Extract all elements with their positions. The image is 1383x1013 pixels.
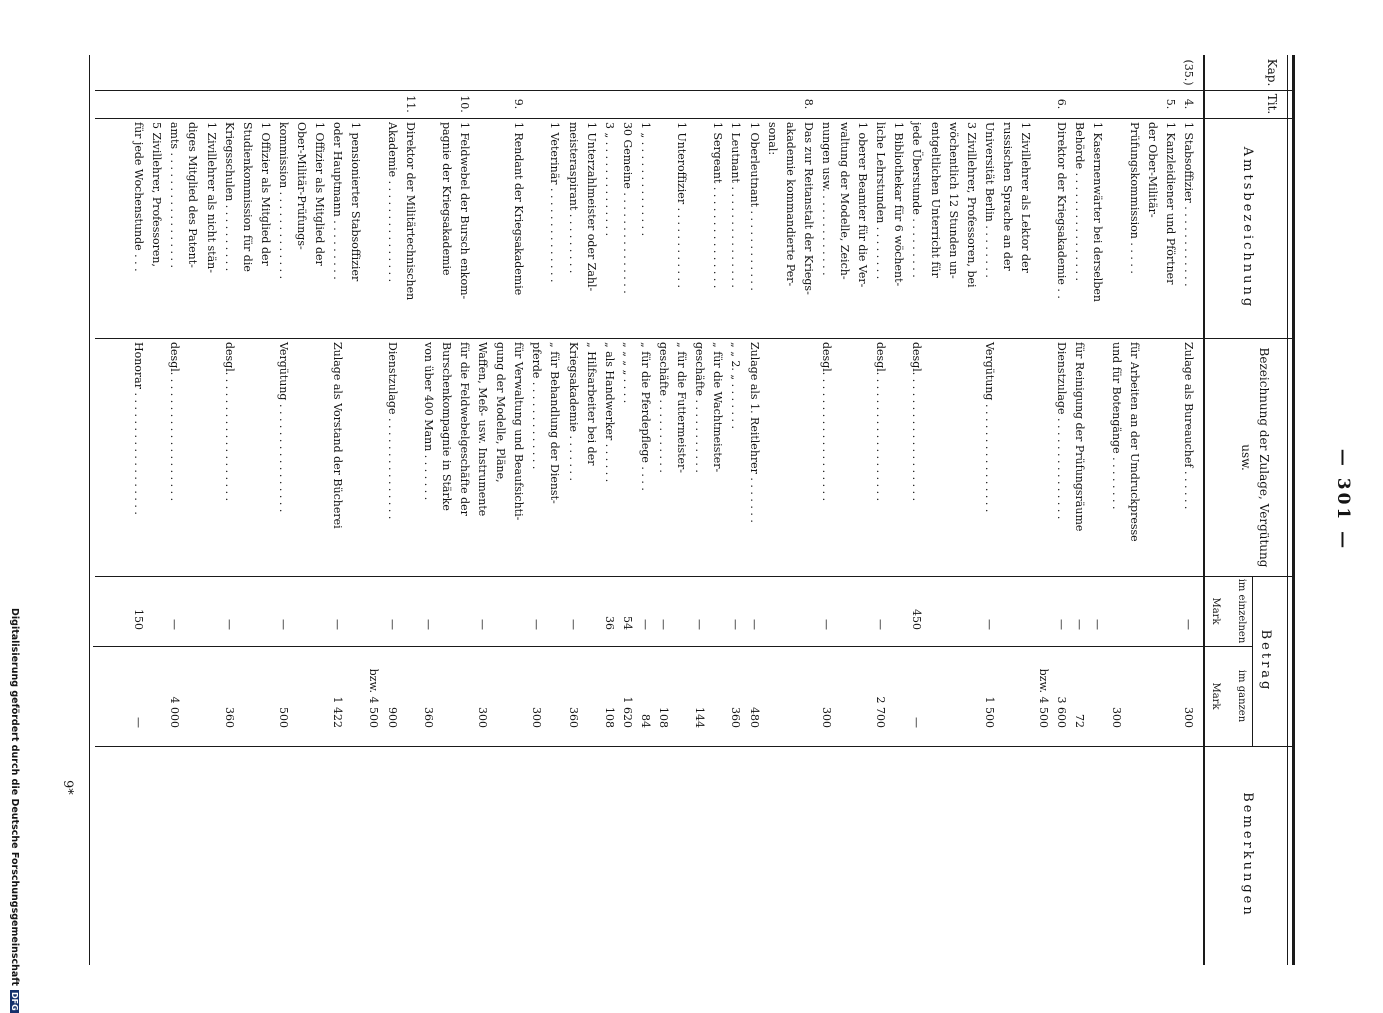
cell-amtsbezeichnung: oder Hauptmann . . . . . . . . . [331, 122, 345, 280]
table-row [618, 0, 636, 1000]
table-row [835, 0, 853, 1000]
header-bemerkungen: Bemerkungen [1240, 792, 1255, 918]
cell-amtsbezeichnung: für jede Wochenstunde . . . [132, 122, 146, 272]
table-row [853, 0, 871, 1000]
cell-bezeichnung: für Reinigung der Prüfungsräume [1073, 342, 1087, 532]
cell-amtsbezeichnung: 1 Offizier als Mitglied der [258, 122, 272, 266]
table-row [672, 0, 690, 1000]
table-row [1034, 0, 1052, 1000]
cell-amtsbezeichnung: 5 Zivillehrer, Professoren, [150, 122, 164, 267]
cell-bezeichnung: für Arbeiten an der Umdruckpresse [1127, 342, 1141, 542]
cell-betrag-ganzen: 2 700 [874, 696, 888, 728]
table-row [1070, 0, 1088, 1000]
cell-betrag-ganzen: 108 [602, 707, 616, 728]
cell-amtsbezeichnung: 1 Kanzleidiener und Pförtner [1163, 122, 1177, 285]
cell-bezeichnung: desgl. . . . . . . . . . . . . . . . . . . [168, 342, 182, 502]
cell-betrag-ganzen: 3 600 [1055, 696, 1069, 728]
page-signature: 9* [60, 780, 75, 795]
cell-betrag-einzeln: — [639, 619, 652, 630]
cell-bezeichnung: „ „ „ „ . . . . [620, 342, 634, 404]
top-rule-thin [1287, 55, 1288, 965]
table-row [129, 0, 147, 1000]
cell-tit: 6. [1055, 98, 1069, 110]
cell-amtsbezeichnung: amts . . . . . . . . . . . . . . . . . [168, 122, 182, 268]
table-row [328, 0, 346, 1000]
table-row [600, 0, 618, 1000]
cell-amtsbezeichnung: liche Lehrstunden . . . . . . . . [874, 122, 888, 280]
cell-bezeichnung: „ Hilfsarbeiter bei der [584, 342, 598, 466]
cell-betrag-ganzen: 500 [277, 707, 290, 728]
cell-bezeichnung: Vergütung . . . . . . . . . . . . . . . . [277, 342, 290, 513]
bottom-rule [89, 55, 90, 965]
table-row [817, 0, 835, 1000]
cell-betrag-einzeln: 450 [910, 609, 924, 630]
table-row [781, 0, 799, 1000]
cell-bezeichnung: geschäfte . . . . . . . . . . . [693, 342, 707, 473]
table-row [1179, 0, 1197, 1000]
cell-bezeichnung: „ „ 2. „ . . . . . . . [729, 342, 743, 430]
table-row [546, 0, 564, 1000]
cell-amtsbezeichnung: 1 Kasernenwärter bei derselben [1091, 122, 1105, 302]
header-amtsbezeichnung: Amtsbezeichnung [1240, 146, 1255, 310]
cell-betrag-einzeln: — [657, 619, 671, 630]
cell-bezeichnung: geschäfte . . . . . . . . . . . [657, 342, 671, 473]
cell-betrag-ganzen: 300 [1182, 707, 1195, 728]
cell-bezeichnung: pferde . . . . . . . . . . . . . [530, 342, 544, 470]
cell-betrag-ganzen: 360 [421, 707, 435, 728]
table-row [1016, 0, 1034, 1000]
table-row [527, 0, 545, 1000]
cell-amtsbezeichnung: sonal: [765, 122, 779, 156]
table-row [455, 0, 473, 1000]
table-row [690, 0, 708, 1000]
header-im-einzelnen: im einzelnen [1236, 578, 1247, 644]
cell-bezeichnung: „ für die Pferdepflege . . . . [639, 342, 652, 491]
table-row [727, 0, 745, 1000]
table-row [147, 0, 165, 1000]
cell-betrag-einzeln: — [168, 619, 182, 630]
table-row [564, 0, 582, 1000]
cell-betrag-ganzen: 84 [639, 714, 652, 728]
dfg-logo: DFG [10, 991, 19, 1011]
header-mark-ganzen: Mark [1210, 682, 1221, 710]
cell-betrag-ganzen: bzw. 4 500 [367, 668, 381, 728]
table-row [908, 0, 926, 1000]
cell-betrag-einzeln: — [820, 619, 833, 630]
cell-bezeichnung: „ für die Futtermeister- [675, 342, 689, 474]
cell-betrag-einzeln: — [530, 619, 544, 630]
cell-amtsbezeichnung: 1 „ . . . . . . . . . . . . . . [639, 122, 652, 237]
cell-betrag-ganzen: 300 [1109, 707, 1123, 728]
cell-betrag-ganzen: 144 [693, 707, 707, 728]
credit-text: Digitalisierung gefördert durch die Deutsche Forschungsgemeinschaft [9, 608, 20, 986]
table-row [310, 0, 328, 1000]
table-row [401, 0, 419, 1000]
cell-amtsbezeichnung: Behörde . . . . . . . . . . . . . . . . [1073, 122, 1087, 282]
cell-bezeichnung: von über 400 Mann . . . . . . . [421, 342, 435, 501]
cell-betrag-einzeln: 36 [602, 616, 616, 630]
table-row [1125, 0, 1143, 1000]
header-im-ganzen: im ganzen [1236, 669, 1247, 723]
table-row [1052, 0, 1070, 1000]
cell-amtsbezeichnung: 1 Unterzahlmeister oder Zahl- [584, 122, 598, 292]
cell-amtsbezeichnung: russischen Sprache an der [1001, 122, 1014, 271]
table-row [437, 0, 455, 1000]
cell-bezeichnung: Waffen, Meß- usw. Instrumente [476, 342, 490, 517]
table-row [473, 0, 491, 1000]
cell-tit: 8. [801, 98, 815, 110]
cell-amtsbezeichnung: Prüfungskommission . . . . . [1127, 122, 1141, 274]
table-row [654, 0, 672, 1000]
table-row [202, 0, 220, 1000]
cell-amtsbezeichnung: 1 Unteroffizier . . . . . . . . . . . . [675, 122, 689, 288]
cell-betrag-ganzen: 1 620 [620, 696, 634, 728]
cell-bezeichnung: und für Botengänge . . . . . . . . [1109, 342, 1123, 510]
cell-amtsbezeichnung: nungen usw. . . . . . . . . . . . . [820, 122, 833, 276]
table-row [274, 0, 292, 1000]
cell-amtsbezeichnung: Ober-Militär-Prüfungs- [295, 122, 309, 250]
cell-bezeichnung: Honorar . . . . . . . . . . . . . . . . . . [132, 342, 146, 515]
table-row [346, 0, 364, 1000]
table-row [799, 0, 817, 1000]
cell-bezeichnung: Dienstzulage . . . . . . . . . . . . . . . [385, 342, 399, 520]
table-row [889, 0, 907, 1000]
header-tit: Tit. [1265, 93, 1279, 115]
cell-betrag-ganzen: 360 [566, 707, 580, 728]
cell-bezeichnung: für Verwaltung und Beaufsichti- [512, 342, 526, 521]
cell-betrag-einzeln: — [421, 619, 435, 630]
cell-amtsbezeichnung: meisteraspirant . . . . . . . . . [566, 122, 580, 274]
cell-bezeichnung: „ als Handwerker . . . . . . [602, 342, 616, 483]
cell-bezeichnung: „ für Behandlung der Dienst- [548, 342, 562, 504]
cell-betrag-ganzen: 300 [476, 707, 490, 728]
cell-amtsbezeichnung: Kriegsschulen . . . . . . . . . . [222, 122, 236, 272]
table-row [292, 0, 310, 1000]
table-row [419, 0, 437, 1000]
cell-betrag-ganzen: 900 [385, 707, 399, 728]
cell-betrag-ganzen: 1 500 [982, 696, 996, 728]
cell-betrag-einzeln: — [747, 619, 761, 630]
digitization-credit [6, 608, 20, 1011]
cell-betrag-einzeln: — [1055, 619, 1069, 630]
cell-amtsbezeichnung: 1 Sergeant . . . . . . . . . . . . . . . [711, 122, 725, 289]
cell-tit: 10. [458, 95, 471, 113]
table-row [256, 0, 274, 1000]
cell-tit: 4. [1182, 98, 1195, 110]
table-row [1143, 0, 1161, 1000]
table-row [238, 0, 256, 1000]
cell-amtsbezeichnung: Direktor der Kriegsakademie . . [1055, 122, 1069, 299]
cell-betrag-ganzen: bzw. 4 500 [1037, 668, 1051, 728]
cell-tit: 5. [1163, 98, 1177, 110]
cell-betrag-ganzen: 300 [530, 707, 544, 728]
table-row [980, 0, 998, 1000]
cell-bezeichnung: desgl. . . . . . . . . . . . . . . . . . . [820, 342, 833, 502]
table-row [1161, 0, 1179, 1000]
cell-betrag-einzeln: — [693, 619, 707, 630]
cell-tit: 11. [403, 95, 417, 113]
table-row [1089, 0, 1107, 1000]
cell-bezeichnung: für die Feldwebelgeschäfte der [458, 342, 471, 516]
header-betrag: Betrag [1258, 629, 1273, 693]
cell-amtsbezeichnung: pagnie der Kriegsakademie [439, 122, 453, 276]
cell-kap: (35.) [1182, 59, 1195, 86]
cell-amtsbezeichnung: 1 Zivillehrer als Lektor der [1019, 122, 1033, 273]
cell-betrag-einzeln: — [277, 619, 290, 630]
cell-amtsbezeichnung: 1 Offizier als Mitglied der [313, 122, 327, 266]
cell-bezeichnung: „ für die Wachtmeister- [711, 342, 725, 473]
table-row [962, 0, 980, 1000]
table-row [926, 0, 944, 1000]
table-row [220, 0, 238, 1000]
cell-amtsbezeichnung: 3 Zivillehrer, Professoren, bei [964, 122, 978, 288]
cell-amtsbezeichnung: Studienkommission für die [240, 122, 254, 272]
table-row [636, 0, 654, 1000]
cell-amtsbezeichnung: Das zur Reitanstalt der Kriegs- [801, 122, 815, 295]
cell-betrag-einzeln: 54 [620, 616, 634, 630]
table-row [184, 0, 202, 1000]
cell-amtsbezeichnung: 1 pensionierter Stabsoffizier [349, 122, 363, 282]
cell-betrag-einzeln: — [566, 619, 580, 630]
cell-amtsbezeichnung: der Ober-Militär- [1145, 122, 1159, 218]
cell-betrag-einzeln: 150 [132, 609, 146, 630]
table-row [491, 0, 509, 1000]
cell-bezeichnung: Kriegsakademie . . . . . . . [566, 342, 580, 481]
table-row [383, 0, 401, 1000]
cell-bezeichnung: desgl. . . . . . . . . . . . . . . . . . . [874, 342, 888, 502]
cell-betrag-einzeln: — [1073, 619, 1087, 630]
header-bottom-rule [1203, 55, 1205, 965]
cell-amtsbezeichnung: akademie kommandierte Per- [783, 122, 797, 287]
table-row [365, 0, 383, 1000]
cell-bezeichnung: Burschenkompagnie in Stärke [439, 342, 453, 511]
cell-betrag-ganzen: — [910, 717, 924, 728]
cell-betrag-ganzen: 360 [222, 707, 236, 728]
header-bezeichnung: Bezeichnung der Zulage, Vergütung usw. [1239, 347, 1271, 568]
cell-amtsbezeichnung: 1 Feldwebel der Bursch enkom- [458, 122, 471, 300]
cell-betrag-ganzen: 1 422 [331, 696, 345, 728]
table-row [1107, 0, 1125, 1000]
table-row [763, 0, 781, 1000]
table-row [509, 0, 527, 1000]
cell-amtsbezeichnung: 1 Rendant der Kriegsakademie [512, 122, 526, 296]
cell-betrag-einzeln: — [982, 619, 996, 630]
cell-bezeichnung: desgl. . . . . . . . . . . . . . . . . . . [222, 342, 236, 502]
betrag-sub-rule [1252, 576, 1253, 746]
cell-bezeichnung: Zulage als Vorstand der Bücherei [331, 342, 345, 529]
cell-amtsbezeichnung: diges Mitglied des Patent- [186, 122, 200, 268]
cell-bezeichnung: desgl. . . . . . . . . . . . . . . . . . . [910, 342, 924, 502]
table-row [998, 0, 1016, 1000]
cell-betrag-ganzen: 300 [820, 707, 833, 728]
cell-betrag-einzeln: — [476, 619, 490, 630]
cell-amtsbezeichnung: jede Überstunde . . . . . . . . . [910, 122, 924, 278]
cell-amtsbezeichnung: Akademie . . . . . . . . . . . . . . . [385, 122, 399, 283]
cell-amtsbezeichnung: 1 Zivillehrer als nicht stän- [204, 122, 218, 273]
cell-betrag-ganzen: 360 [729, 707, 743, 728]
cell-amtsbezeichnung: 1 oberer Beamter für die Ver- [856, 122, 870, 288]
cell-amtsbezeichnung: 1 Leutnant . . . . . . . . . . . . . . . [729, 122, 743, 288]
cell-amtsbezeichnung: kommission . . . . . . . . . . . . . [277, 122, 290, 280]
cell-amtsbezeichnung: 1 Bibliothekar für 6 wöchent- [892, 122, 906, 287]
cell-betrag-einzeln: — [874, 619, 888, 630]
cell-betrag-einzeln: — [385, 619, 399, 630]
table-row [745, 0, 763, 1000]
cell-amtsbezeichnung: wöchentlich 12 Stunden un- [946, 122, 960, 279]
header-mark-einzeln: Mark [1210, 597, 1221, 625]
cell-amtsbezeichnung: Universität Berlin . . . . . . . . [982, 122, 996, 278]
cell-amtsbezeichnung: 1 Veterinär . . . . . . . . . . . . . . [548, 122, 562, 283]
cell-amtsbezeichnung: Direktor der Militärtechnischen [403, 122, 417, 301]
cell-betrag-einzeln: — [331, 619, 345, 630]
cell-amtsbezeichnung: 30 Gemeine . . . . . . . . . . . . . . . [620, 122, 634, 294]
cell-betrag-ganzen: 480 [747, 707, 761, 728]
table-row [582, 0, 600, 1000]
cell-bezeichnung: Vergütung . . . . . . . . . . . . . . . . [982, 342, 996, 513]
cell-amtsbezeichnung: entgeltlichen Unterricht für [928, 122, 942, 278]
cell-bezeichnung: Zulage als 1. Reitlehrer . . . . . . . [747, 342, 761, 523]
cell-amtsbezeichnung: 1 Oberleutnant . . . . . . . . . . . . [747, 122, 761, 291]
cell-bezeichnung: Dienstzulage . . . . . . . . . . . . . . . [1055, 342, 1069, 520]
cell-bezeichnung: Zulage als Bureauchef . . . . . . [1182, 342, 1195, 510]
table-row [708, 0, 726, 1000]
cell-betrag-ganzen: 4 000 [168, 696, 182, 728]
table-row [944, 0, 962, 1000]
cell-bezeichnung: gung der Modelle, Pläne, [494, 342, 508, 483]
cell-betrag-ganzen: 72 [1073, 714, 1087, 728]
table-row [165, 0, 183, 1000]
table-row [871, 0, 889, 1000]
cell-betrag-einzeln: — [222, 619, 236, 630]
cell-betrag-ganzen: — [132, 717, 146, 728]
cell-betrag-einzeln: — [729, 619, 743, 630]
cell-betrag-einzeln: — [1091, 619, 1105, 630]
cell-amtsbezeichnung: 1 Stabsoffizier . . . . . . . . . . . . [1182, 122, 1195, 287]
cell-amtsbezeichnung: 3 „ . . . . . . . . . . . . . . [602, 122, 616, 237]
page-number: — 301 — [1333, 448, 1353, 552]
header-kap: Kap. [1265, 58, 1279, 87]
top-rule [1292, 55, 1295, 965]
cell-betrag-ganzen: 108 [657, 707, 671, 728]
cell-amtsbezeichnung: waltung der Modelle, Zeich- [838, 122, 852, 280]
cell-tit: 9. [512, 98, 526, 110]
cell-betrag-einzeln: — [1182, 619, 1195, 630]
